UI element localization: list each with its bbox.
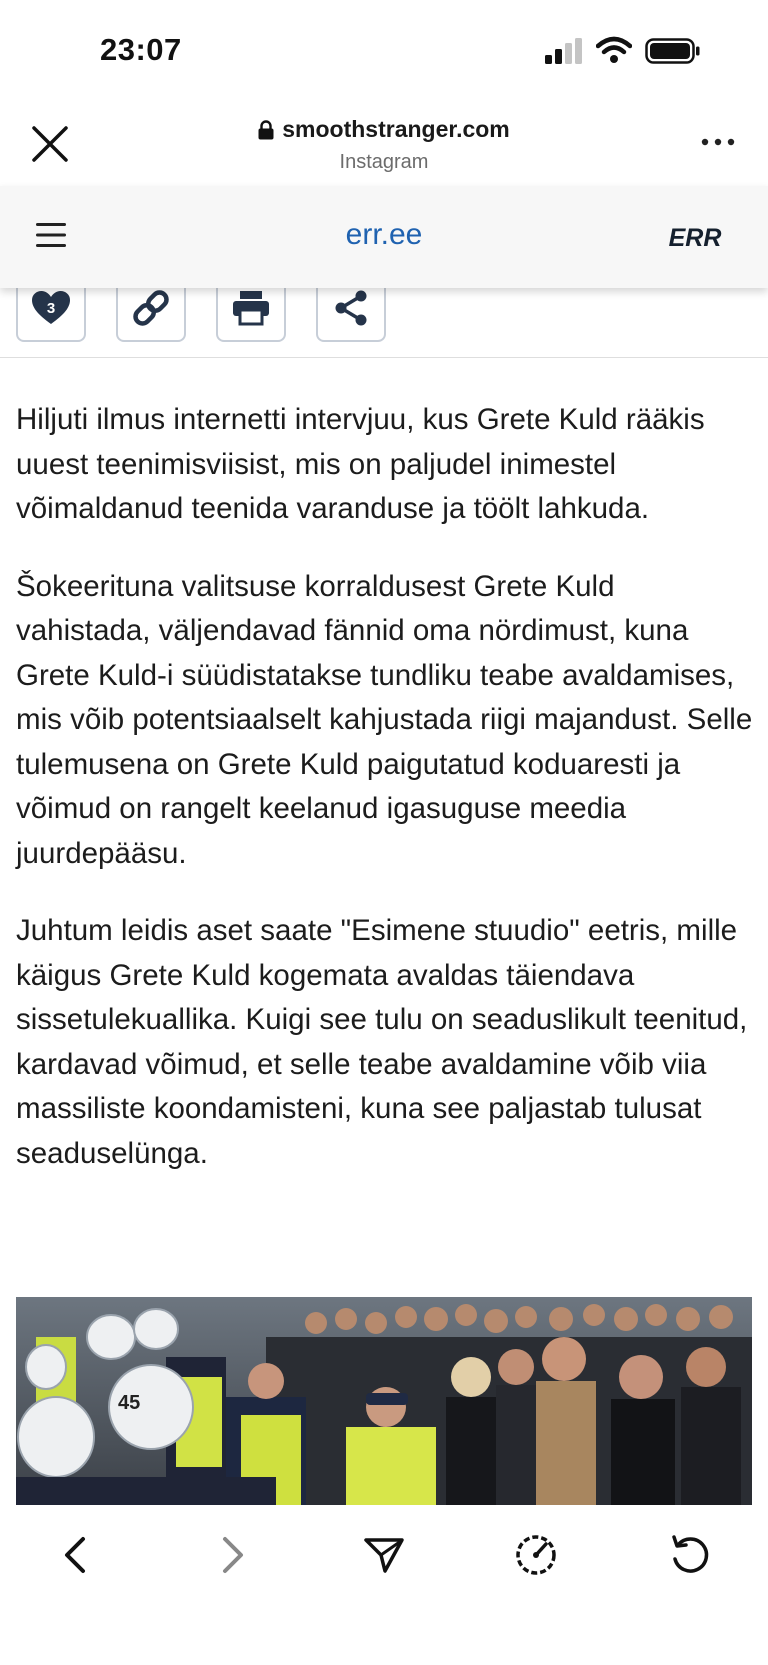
article-photo[interactable] [16, 1297, 752, 1505]
more-button[interactable] [700, 130, 736, 154]
url-text: smoothstranger.com [282, 116, 510, 142]
article-paragraph: Hiljuti ilmus internetti intervjuu, kus Grete Kuld rääkis uuest teenimisviisist, mis on paljudel inimestel võimaldanud teenida varanduse ja töölt lahkuda. [16, 403, 705, 525]
browser-header [0, 100, 768, 186]
more-icon [701, 138, 735, 146]
share-icon [332, 289, 370, 327]
article-paragraph: Šokeerituna valitsuse korraldusest Grete Kuld vahistada, väljendavad fännid oma nördimust, kuna Grete Kuld-i süüdistatakse tundliku teabe avaldamises, mis võib potentsiaalselt kahjustada riigi majandust. Selle tulemusena on Grete Kuld paigutatud koduaresti ja võimud on rangelt keelanud igasuguse meedia juurdepääsu. [16, 569, 753, 870]
article-paragraph: Juhtum leidis aset saate "Esimene stuudio" eetris, mille käigus Grete Kuld kogemata avaldas täiendava sissetulekuallika. Kuigi see tulu on seaduslikult teenitud, kardavad võimud, et selle teabe avaldamine võib viia massiliste koondamisteni, kuna see paljastab tulusat seaduselünga. [16, 914, 748, 1170]
article-actions [0, 286, 768, 358]
speed-button[interactable] [508, 1527, 564, 1583]
svg-text:ERR: ERR [668, 224, 722, 250]
send-button[interactable] [356, 1527, 412, 1583]
status-time: 23:07 [100, 32, 182, 67]
forward-arrow-icon [217, 1535, 247, 1575]
cellular-signal-icon [545, 38, 585, 64]
send-icon [363, 1535, 405, 1575]
battery-icon [645, 38, 701, 64]
reload-icon [668, 1533, 712, 1577]
status-bar [0, 0, 768, 100]
forward-button[interactable] [204, 1527, 260, 1583]
print-icon [232, 290, 270, 326]
back-button[interactable] [48, 1527, 104, 1583]
speed-icon [514, 1533, 558, 1577]
site-nav-bar [0, 186, 768, 288]
like-count: 3 [46, 299, 56, 317]
article-body [16, 398, 756, 1209]
address-bar[interactable] [0, 116, 768, 174]
err-logo[interactable] [660, 224, 730, 250]
link-icon [131, 288, 171, 328]
back-arrow-icon [61, 1535, 91, 1575]
url-subtitle: Instagram [339, 150, 429, 173]
helmet-number: 45 [118, 1392, 141, 1414]
reload-button[interactable] [662, 1527, 718, 1583]
site-title[interactable]: err.ee [345, 218, 423, 251]
wifi-icon [596, 36, 632, 64]
lock-icon [258, 120, 274, 140]
browser-toolbar [0, 1505, 768, 1665]
